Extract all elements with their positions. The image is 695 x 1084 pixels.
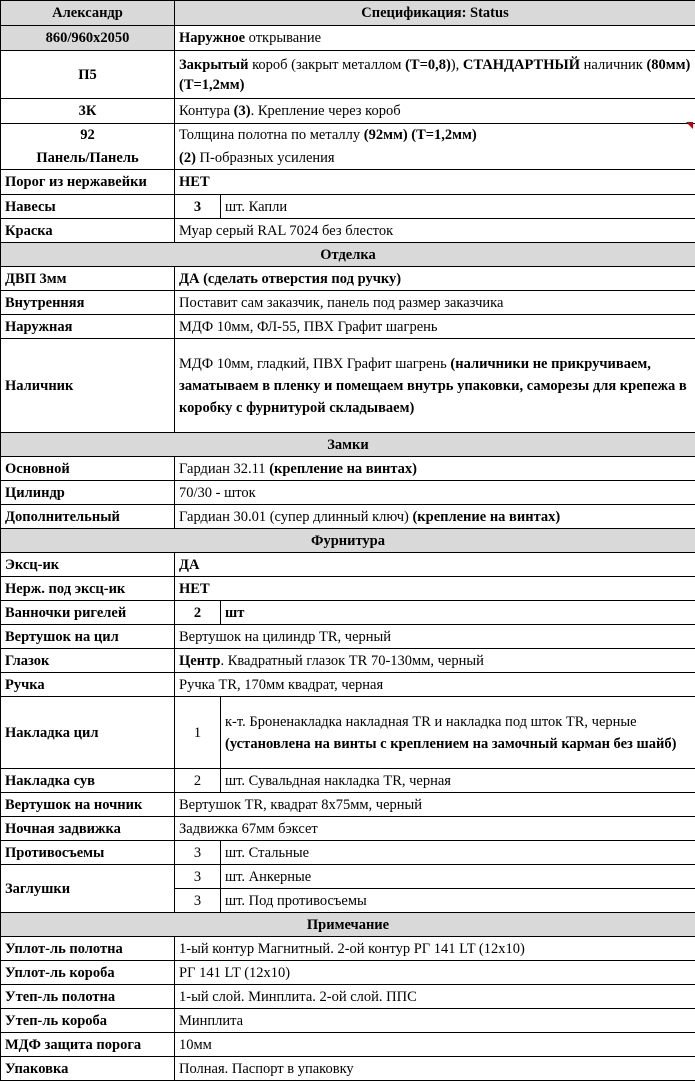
ins-frame-row: [1, 1009, 695, 1033]
night-turn-value: Вертушок TR, квадрат 8х75мм, черный: [175, 793, 695, 817]
mdf-value: 10мм: [175, 1033, 695, 1057]
mdf-label: МДФ защита порога: [1, 1033, 175, 1057]
suv-plate-value: шт. Сувальдная накладка TR, черная: [221, 769, 695, 793]
outer-label: Наружная: [1, 315, 175, 339]
seal-frame-value: РГ 141 LT (12х10): [175, 961, 695, 985]
thickness-label: 92: [1, 124, 175, 147]
outer-value: МДФ 10мм, ФЛ-55, ПВХ Графит шагрень: [175, 315, 695, 339]
pack-label: Упаковка: [1, 1057, 175, 1081]
peephole-label: Глазок: [1, 649, 175, 673]
hinges-count: 3: [175, 195, 221, 219]
seal-frame-label: Уплот-ль короба: [1, 961, 175, 985]
trim-value: МДФ 10мм, гладкий, ПВХ Графит шагрень (наличники не прикручиваем, заматываем в пленку и помещаем внутрь упаковки, саморезы для крепежа в коробку с фурнитурой складываем): [175, 339, 695, 433]
hinges-row: [1, 195, 695, 219]
handle-row: [1, 673, 695, 697]
panel-label: Панель/Панель: [1, 147, 175, 170]
dvp-row: [1, 267, 695, 291]
hinges-value: шт. Капли: [221, 195, 695, 219]
dvp-value: ДА (сделать отверстия под ручку): [175, 267, 695, 291]
seal-leaf-row: [1, 937, 695, 961]
ins-frame-label: Утеп-ль короба: [1, 1009, 175, 1033]
ins-leaf-label: Утеп-ль полотна: [1, 985, 175, 1009]
bolt-cups-label: Ванночки ригелей: [1, 601, 175, 625]
cyl-turn-label: Вертушок на цил: [1, 625, 175, 649]
night-latch-value: Задвижка 67мм бэксет: [175, 817, 695, 841]
plugs-1-count: 3: [175, 865, 221, 889]
ins-frame-value: Минплита: [175, 1009, 695, 1033]
anti-value: шт. Стальные: [221, 841, 695, 865]
suv-plate-label: Накладка сув: [1, 769, 175, 793]
cylinder-label: Цилиндр: [1, 481, 175, 505]
panel-value: (2) П-образных усиления: [175, 147, 695, 170]
section-notes-title: Примечание: [1, 913, 695, 937]
anti-row: [1, 841, 695, 865]
comment-marker: [686, 122, 693, 129]
anti-label: Противосъемы: [1, 841, 175, 865]
inner-label: Внутренняя: [1, 291, 175, 315]
cyl-plate-count: 1: [175, 697, 221, 769]
main-lock-value: Гардиан 32.11 (крепление на винтах): [175, 457, 695, 481]
peephole-row: [1, 649, 695, 673]
plugs-2-value: шт. Под противосъемы: [221, 889, 695, 913]
cyl-plate-value: к-т. Броненакладка накладная TR и накладка под шток TR, черные (установлена на винты с креплением на замочный карман без шайб): [221, 697, 695, 769]
trim-label: Наличник: [1, 339, 175, 433]
size-value: 860/960х2050: [1, 26, 175, 51]
extra-lock-value: Гардиан 30.01 (супер длинный ключ) (крепление на винтах): [175, 505, 695, 529]
cyl-turn-value: Вертушок на цилиндр TR, черный: [175, 625, 695, 649]
handle-value: Ручка TR, 170мм квадрат, черная: [175, 673, 695, 697]
section-notes: [1, 913, 695, 937]
extra-lock-label: Дополнительный: [1, 505, 175, 529]
suv-plate-row: [1, 769, 695, 793]
p5-label: П5: [1, 51, 175, 99]
pack-row: [1, 1057, 695, 1081]
ins-leaf-value: 1-ый слой. Минплита. 2-ой слой. ППС: [175, 985, 695, 1009]
trim-row: [1, 339, 695, 433]
k3-row: [1, 99, 695, 124]
inner-value: Поставит сам заказчик, панель под размер заказчика: [175, 291, 695, 315]
section-finish-title: Отделка: [1, 243, 695, 267]
p5-row: [1, 51, 695, 99]
dvp-label: ДВП 3мм: [1, 267, 175, 291]
peephole-value: Центр. Квадратный глазок TR 70-130мм, черный: [175, 649, 695, 673]
mdf-row: [1, 1033, 695, 1057]
paint-row: [1, 219, 695, 243]
extra-lock-row: [1, 505, 695, 529]
ecc-ss-label: Нерж. под эксц-ик: [1, 577, 175, 601]
ecc-label: Эксц-ик: [1, 553, 175, 577]
cylinder-row: [1, 481, 695, 505]
seal-leaf-label: Уплот-ль полотна: [1, 937, 175, 961]
plugs-row-1: [1, 865, 695, 889]
threshold-row: [1, 170, 695, 195]
opening-value: Наружное открывание: [175, 26, 695, 51]
suv-plate-count: 2: [175, 769, 221, 793]
cyl-plate-row: [1, 697, 695, 769]
cyl-plate-label: Накладка цил: [1, 697, 175, 769]
section-hardware: [1, 529, 695, 553]
plugs-label: Заглушки: [1, 865, 175, 913]
seal-frame-row: [1, 961, 695, 985]
ecc-ss-value: НЕТ: [175, 577, 695, 601]
thickness-value: Толщина полотна по металлу (92мм) (Т=1,2мм): [175, 124, 695, 147]
thickness-row: [1, 124, 695, 147]
night-latch-row: [1, 817, 695, 841]
k3-value: Контура (3). Крепление через короб: [175, 99, 695, 124]
hinges-label: Навесы: [1, 195, 175, 219]
ecc-value: ДА: [175, 553, 695, 577]
main-lock-row: [1, 457, 695, 481]
threshold-value: НЕТ: [175, 170, 695, 195]
section-locks: [1, 433, 695, 457]
plugs-2-count: 3: [175, 889, 221, 913]
panel-row: [1, 147, 695, 170]
bolt-cups-count: 2: [175, 601, 221, 625]
seal-leaf-value: 1-ый контур Магнитный. 2-ой контур РГ 141 LT (12х10): [175, 937, 695, 961]
size-row: [1, 26, 695, 51]
night-turn-label: Вертушок на ночник: [1, 793, 175, 817]
cyl-turn-row: [1, 625, 695, 649]
outer-row: [1, 315, 695, 339]
cylinder-value: 70/30 - шток: [175, 481, 695, 505]
handle-label: Ручка: [1, 673, 175, 697]
threshold-label: Порог из нержавейки: [1, 170, 175, 195]
section-hardware-title: Фурнитура: [1, 529, 695, 553]
pack-value: Полная. Паспорт в упаковку: [175, 1057, 695, 1081]
anti-count: 3: [175, 841, 221, 865]
header-row: [1, 1, 695, 26]
section-locks-title: Замки: [1, 433, 695, 457]
paint-label: Краска: [1, 219, 175, 243]
inner-row: [1, 291, 695, 315]
p5-value: Закрытый короб (закрыт металлом (Т=0,8)), СТАНДАРТНЫЙ наличник (80мм) (Т=1,2мм): [175, 51, 695, 99]
section-finish: [1, 243, 695, 267]
customer-name: Александр: [1, 1, 175, 26]
main-lock-label: Основной: [1, 457, 175, 481]
night-latch-label: Ночная задвижка: [1, 817, 175, 841]
ins-leaf-row: [1, 985, 695, 1009]
ecc-row: [1, 553, 695, 577]
k3-label: 3К: [1, 99, 175, 124]
bolt-cups-row: [1, 601, 695, 625]
bolt-cups-value: шт: [221, 601, 695, 625]
paint-value: Муар серый RAL 7024 без блесток: [175, 219, 695, 243]
plugs-1-value: шт. Анкерные: [221, 865, 695, 889]
ecc-ss-row: [1, 577, 695, 601]
night-turn-row: [1, 793, 695, 817]
spec-title: Спецификация: Status: [175, 1, 695, 26]
